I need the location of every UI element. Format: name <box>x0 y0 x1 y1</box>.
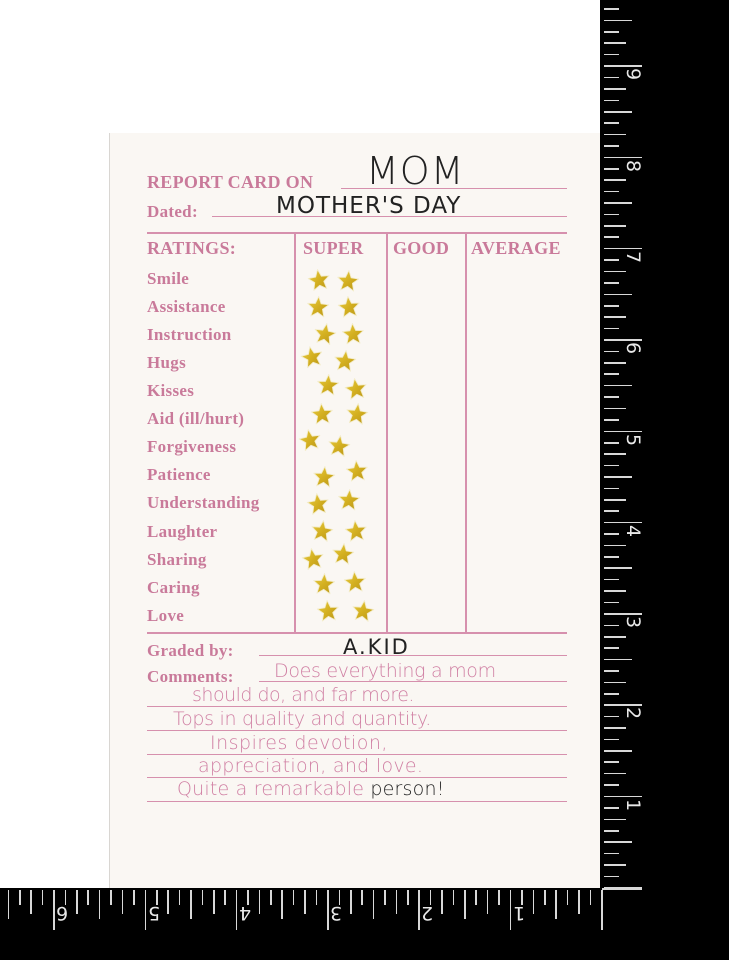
star-icon <box>336 487 362 513</box>
ruler-tick <box>604 670 619 672</box>
ruler-tick <box>487 890 489 914</box>
graded-by-label: Graded by: <box>147 641 234 660</box>
comments-line-6 <box>147 801 567 802</box>
rating-label-hugs: Hugs <box>147 353 186 372</box>
dated-label: Dated: <box>147 202 198 221</box>
ruler-tick <box>533 890 535 914</box>
ruler-tick <box>604 282 619 284</box>
ratings-header: RATINGS: <box>147 238 237 258</box>
ruler-tick <box>604 807 619 809</box>
star-icon <box>305 491 332 518</box>
ruler-label: 3 <box>622 616 644 629</box>
ruler-tick <box>604 168 619 170</box>
ruler-tick <box>604 316 626 318</box>
column-good: GOOD <box>393 238 450 258</box>
column-average: AVERAGE <box>471 238 561 258</box>
ruler-tick <box>604 442 619 444</box>
ruler-tick <box>213 890 215 914</box>
star-icon <box>315 598 341 624</box>
star-icon <box>305 266 332 293</box>
star-icon <box>343 518 369 544</box>
ruler-tick <box>604 385 632 387</box>
ruler-tick <box>604 65 642 67</box>
ruler-tick <box>604 305 619 307</box>
ruler-tick <box>327 890 329 930</box>
comment-line-4: Inspires devotion, <box>210 732 388 754</box>
ruler-tick <box>604 111 632 113</box>
ruler-label: 9 <box>622 68 644 81</box>
ruler-tick <box>604 8 619 10</box>
ruler-label: 1 <box>622 798 644 811</box>
comments-line-2 <box>147 706 567 707</box>
ruler-tick <box>604 796 642 798</box>
star-icon <box>342 569 368 595</box>
star-icon <box>335 268 361 294</box>
star-icon <box>336 294 362 320</box>
ruler-tick <box>604 876 619 878</box>
ruler-tick <box>604 453 626 455</box>
ruler-label: 2 <box>622 707 644 720</box>
ruler-tick <box>604 510 619 512</box>
ruler-tick <box>604 145 619 147</box>
star-icon <box>298 343 326 371</box>
rating-label-sharing: Sharing <box>147 550 207 569</box>
ruler-tick <box>604 613 642 615</box>
ruler-tick <box>475 890 477 905</box>
ruler-label: 8 <box>622 159 644 172</box>
ruler-tick <box>53 890 55 930</box>
ruler-tick <box>76 890 78 914</box>
ruler-tick <box>604 819 626 821</box>
comment-line-6-text: Quite a remarkable <box>177 778 365 800</box>
ruler-tick <box>604 54 619 56</box>
rating-label-forgiveness: Forgiveness <box>147 437 237 456</box>
ruler-tick <box>604 853 619 855</box>
ruler-vertical <box>600 0 729 888</box>
ruler-label: 1 <box>512 902 525 924</box>
ruler-tick <box>384 890 386 905</box>
ruler-tick <box>236 890 238 930</box>
ruler-label: 6 <box>56 902 69 924</box>
ruler-tick <box>604 294 632 296</box>
ruler-tick <box>316 890 318 905</box>
title-value: MOM <box>366 149 465 193</box>
ruler-tick <box>202 890 204 905</box>
comments-label: Comments: <box>147 667 234 686</box>
ruler-tick <box>604 42 626 44</box>
rating-label-love: Love <box>147 606 185 625</box>
ruler-tick <box>604 157 642 159</box>
ruler-tick <box>604 328 619 330</box>
ruler-tick <box>418 890 420 930</box>
star-icon <box>311 571 336 596</box>
ruler-tick <box>604 77 619 79</box>
ruler-tick <box>604 567 632 569</box>
rating-label-caring: Caring <box>147 578 200 597</box>
star-icon <box>340 321 365 346</box>
ruler-tick <box>604 339 642 341</box>
ruler-tick <box>604 431 642 433</box>
ruler-tick <box>167 890 169 914</box>
ruler-tick <box>604 191 619 193</box>
comment-line-6 <box>177 778 445 800</box>
ruler-tick <box>567 890 569 905</box>
comment-last-word: person! <box>370 778 445 800</box>
table-top-rule <box>147 232 567 234</box>
ruler-tick <box>604 659 632 661</box>
comment-line-1: Does everything a mom <box>274 660 496 682</box>
ruler-tick <box>304 890 306 914</box>
ruler-tick <box>604 784 619 786</box>
star-icon <box>311 464 337 490</box>
ruler-label: 3 <box>330 902 343 924</box>
rating-label-understanding: Understanding <box>147 493 260 512</box>
ruler-tick <box>604 864 626 866</box>
ruler-tick <box>281 890 283 919</box>
ruler-tick <box>604 647 619 649</box>
star-icon <box>296 426 324 454</box>
ruler-tick <box>604 625 619 627</box>
star-icon <box>332 348 358 374</box>
ruler-tick <box>604 727 626 729</box>
ruler-tick <box>270 890 272 905</box>
ruler-tick <box>604 590 626 592</box>
ruler-tick <box>604 31 619 33</box>
ruler-tick <box>604 236 619 238</box>
ruler-label: 7 <box>622 250 644 263</box>
ruler-tick <box>601 890 603 930</box>
ruler-tick <box>407 890 409 905</box>
report-card <box>109 133 600 888</box>
ruler-tick <box>604 88 626 90</box>
ruler-tick <box>604 122 619 124</box>
ruler-tick <box>604 465 619 467</box>
ruler-tick <box>578 890 580 914</box>
ruler-label: 5 <box>147 902 160 924</box>
ruler-tick <box>604 259 619 261</box>
table-divider-3 <box>465 233 467 632</box>
table-divider-1 <box>294 233 296 632</box>
ruler-tick <box>604 682 626 684</box>
rating-label-kisses: Kisses <box>147 381 195 400</box>
ruler-tick <box>122 890 124 914</box>
ruler-tick <box>604 693 619 695</box>
ruler-tick <box>604 225 626 227</box>
ruler-tick <box>604 773 626 775</box>
ruler-tick <box>604 214 619 216</box>
comment-line-3: Tops in quality and quantity. <box>173 708 432 730</box>
star-icon <box>330 541 356 567</box>
ruler-tick <box>604 248 642 250</box>
ruler-tick <box>510 890 512 930</box>
star-icon <box>315 372 341 398</box>
star-icon <box>309 401 335 427</box>
ruler-tick <box>110 890 112 905</box>
ruler-tick <box>145 890 147 930</box>
ruler-label: 2 <box>421 902 434 924</box>
ruler-tick <box>604 556 619 558</box>
ruler-tick <box>8 890 10 919</box>
ruler-tick <box>604 716 619 718</box>
ruler-tick <box>373 890 375 919</box>
ruler-tick <box>604 134 626 136</box>
ruler-tick <box>604 396 619 398</box>
ruler-tick <box>99 890 101 919</box>
star-icon <box>344 401 371 428</box>
comment-line-2: should do, and far more. <box>192 684 414 706</box>
ruler-tick <box>87 890 89 905</box>
ruler-tick <box>604 602 619 604</box>
ruler-tick <box>604 841 632 843</box>
ruler-label: 5 <box>622 433 644 446</box>
ruler-tick <box>555 890 557 919</box>
ruler-tick <box>30 890 32 914</box>
ruler-tick <box>42 890 44 905</box>
ruler-tick <box>590 890 592 905</box>
ruler-tick <box>441 890 443 914</box>
ruler-tick <box>604 100 619 102</box>
ruler-tick <box>544 890 546 905</box>
ruler-tick <box>604 271 626 273</box>
ruler-tick <box>604 419 619 421</box>
ruler-tick <box>604 488 619 490</box>
ruler-tick <box>604 408 626 410</box>
ruler-tick <box>604 476 632 478</box>
ruler-tick <box>604 750 632 752</box>
rating-label-laughter: Laughter <box>147 522 218 541</box>
table-bottom-rule <box>147 632 567 634</box>
ruler-tick <box>464 890 466 919</box>
ruler-tick <box>604 373 619 375</box>
rating-label-smile: Smile <box>147 269 190 288</box>
ruler-horizontal <box>0 888 729 960</box>
ruler-tick <box>190 890 192 919</box>
dated-value: MOTHER'S DAY <box>276 193 462 219</box>
ruler-tick <box>224 890 226 905</box>
rating-label-assistance: Assistance <box>147 297 226 316</box>
ruler-label: 6 <box>622 342 644 355</box>
ruler-tick <box>498 890 500 905</box>
report-card-on-label: REPORT CARD ON <box>147 172 314 192</box>
ruler-tick <box>604 20 632 22</box>
rating-label-instruction: Instruction <box>147 325 232 344</box>
ruler-tick <box>604 761 619 763</box>
ruler-origin-tick <box>602 888 642 890</box>
ruler-tick <box>604 579 619 581</box>
star-icon <box>342 375 369 402</box>
ruler-tick <box>604 202 632 204</box>
ruler-tick <box>604 739 619 741</box>
ruler-tick <box>604 362 626 364</box>
table-divider-2 <box>386 233 388 632</box>
star-icon <box>349 597 376 624</box>
rating-label-patience: Patience <box>147 465 211 484</box>
graded-by-underline <box>259 655 567 656</box>
ruler-label: 4 <box>238 902 251 924</box>
ruler-tick <box>259 890 261 914</box>
column-super: SUPER <box>303 238 364 258</box>
star-icon <box>344 458 370 484</box>
graded-by-value: A.KID <box>343 635 410 659</box>
ruler-tick <box>604 179 626 181</box>
ruler-tick <box>604 522 642 524</box>
star-icon <box>299 545 326 572</box>
ruler-tick <box>133 890 135 905</box>
ruler-label: 4 <box>622 524 644 537</box>
ruler-tick <box>293 890 295 905</box>
ruler-tick <box>350 890 352 914</box>
ruler-tick <box>604 704 642 706</box>
ruler-tick <box>19 890 21 905</box>
ruler-tick <box>453 890 455 905</box>
ruler-tick <box>604 830 619 832</box>
rating-label-aid: Aid (ill/hurt) <box>147 409 245 428</box>
star-icon <box>325 432 352 459</box>
comment-line-5: appreciation, and love. <box>198 755 424 777</box>
ruler-tick <box>361 890 363 905</box>
ruler-tick <box>604 533 619 535</box>
ruler-tick <box>604 545 626 547</box>
ruler-tick <box>604 351 619 353</box>
ruler-tick <box>604 499 626 501</box>
star-icon <box>305 294 331 320</box>
comments-line-3 <box>147 730 567 731</box>
ruler-tick <box>604 636 626 638</box>
ruler-tick <box>179 890 181 905</box>
ruler-tick <box>396 890 398 914</box>
